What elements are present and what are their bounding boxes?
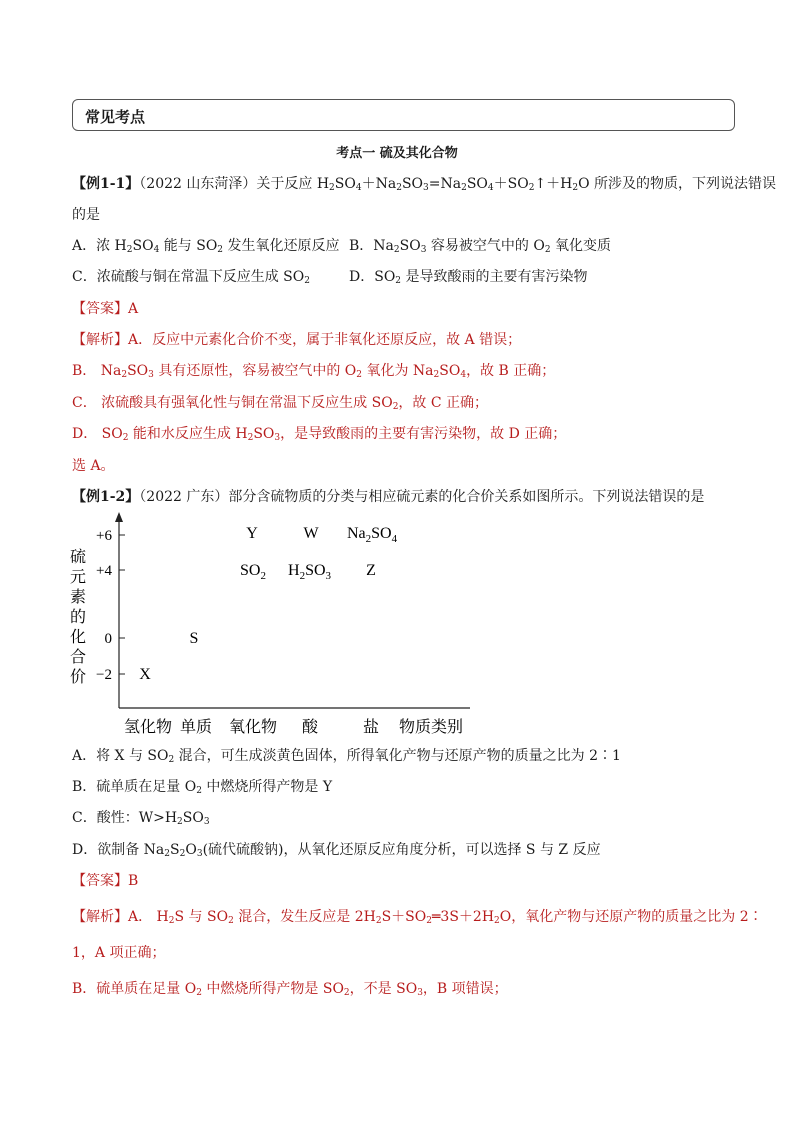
topic-title: 考点一 硫及其化合物 (336, 146, 458, 161)
ex1-conclusion: 选 A。 (72, 458, 115, 474)
ex1-tag: 【例1-1】 (72, 176, 140, 192)
point-X: X (139, 666, 151, 683)
ex1-explanation-a: 【解析】A．反应中元素化合价不变，属于非氧化还原反应，故 A 错误； (72, 332, 522, 348)
x-tick-label: 酸 (301, 719, 319, 736)
ex1-option-c: C．浓硫酸与铜在常温下反应生成 $SO_2$ (72, 269, 310, 286)
ex1-explanation-c: C． 浓硫酸具有强氧化性与铜在常温下反应生成 $SO_2$，故 C 正确； (72, 395, 489, 412)
svg-text:化: 化 (70, 629, 87, 646)
ex1-explanation-b: B． $Na_2SO_3$ 具有还原性，容易被空气中的 $O_2$ 氧化为 $Na_2SO_4$，故 B 正确； (72, 363, 556, 380)
svg-text:元: 元 (70, 569, 87, 586)
y-tick-label: 0 (104, 631, 112, 647)
y-axis-arrow (115, 512, 123, 522)
ex1-option-a: A．浓 $H_2SO_4$ 能与 $SO_2$ 发生氧化还原反应 (72, 238, 340, 255)
ex1-stem: 【例1-1】（2022 山东菏泽）关于反应 $H_2SO_4+Na_2SO_3=Na_2SO_4+SO_2↑+H_2O$ 所涉及的物质，下列说法错误 (72, 176, 777, 193)
ex2-answer: 【答案】B (72, 873, 139, 889)
valence-diagram (60, 508, 480, 740)
section-header-box (72, 99, 735, 131)
x-tick-label: 单质 (179, 719, 213, 736)
ex1-stem-text: （2022 山东菏泽）关于反应 H (139, 176, 330, 192)
x-tick-label: 氧化物 (228, 719, 278, 736)
point-Z: Z (366, 562, 376, 579)
svg-text:合: 合 (70, 649, 87, 666)
ex1-explanation-d: D． $SO_2$ 能和水反应生成 $H_2SO_3$，是导致酸雨的主要有害污染物，故 D 正确； (72, 426, 567, 443)
point-SO2: $SO_2$ (240, 562, 266, 582)
svg-text:硫: 硫 (70, 549, 87, 566)
ex2-tag: 【例1-2】 (72, 489, 140, 505)
ex2-option-b: B．硫单质在足量 $O_2$ 中燃烧所得产物是 Y (72, 779, 333, 796)
y-tick-label: +6 (96, 528, 112, 544)
ex2-option-c: C．酸性：$W>H_2SO_3$ (72, 810, 210, 827)
y-tick-label: −2 (96, 667, 112, 683)
ex1-answer: 【答案】A (72, 301, 139, 317)
ex2-explanation-a: 【解析】A． $H_2S$ 与 $SO_2$ 混合，发生反应是 $2H_2S+SO_2═3S+2H_2O$，氧化产物与还原产物的质量之比为 2∶ (72, 909, 763, 926)
point-H2SO3: $H_2SO_3$ (288, 562, 332, 582)
ex2-explanation-a-line2: 1，A 项正确； (72, 945, 166, 961)
ex2-option-a: A．将 X 与 $SO_2$ 混合，可生成淡黄色固体，所得氧化产物与还原产物的质量之比为 2∶1 (72, 748, 621, 765)
ex1-option-b: B．$Na_2SO_3$ 容易被空气中的 $O_2$ 氧化变质 (349, 238, 612, 255)
svg-text:的: 的 (70, 609, 87, 626)
ex1-option-d: D．$SO_2$ 是导致酸雨的主要有害污染物 (349, 269, 588, 286)
point-W: W (303, 525, 319, 542)
point-S: S (189, 630, 199, 647)
ex2-option-d: D．欲制备 $Na_2S_2O_3$(硫代硫酸钠)，从氧化还原反应角度分析，可以选择 S 与 Z 反应 (72, 842, 601, 859)
svg-text:价: 价 (70, 669, 87, 686)
x-axis-title: 物质类别 (398, 719, 464, 736)
ex2-explanation-b: B．硫单质在足量 $O_2$ 中燃烧所得产物是 $SO_2$，不是 $SO_3$，B 项错误； (72, 981, 508, 998)
point-Y: Y (246, 525, 258, 542)
x-tick-label: 盐 (362, 719, 380, 736)
section-title: 常见考点 (85, 108, 146, 126)
ex1-stem-line2: 的是 (72, 207, 100, 223)
svg-text:素: 素 (70, 589, 87, 606)
y-tick-label: +4 (96, 563, 112, 579)
y-axis-title (70, 548, 86, 686)
ex2-stem (72, 487, 704, 507)
x-tick-label: 氢化物 (123, 719, 173, 736)
ex2-stem-text: （2022 广东）部分含硫物质的分类与相应硫元素的化合价关系如图所示。下列说法错误的是 (139, 489, 705, 505)
point-Na2SO4: $Na_2SO_4$ (347, 525, 398, 545)
